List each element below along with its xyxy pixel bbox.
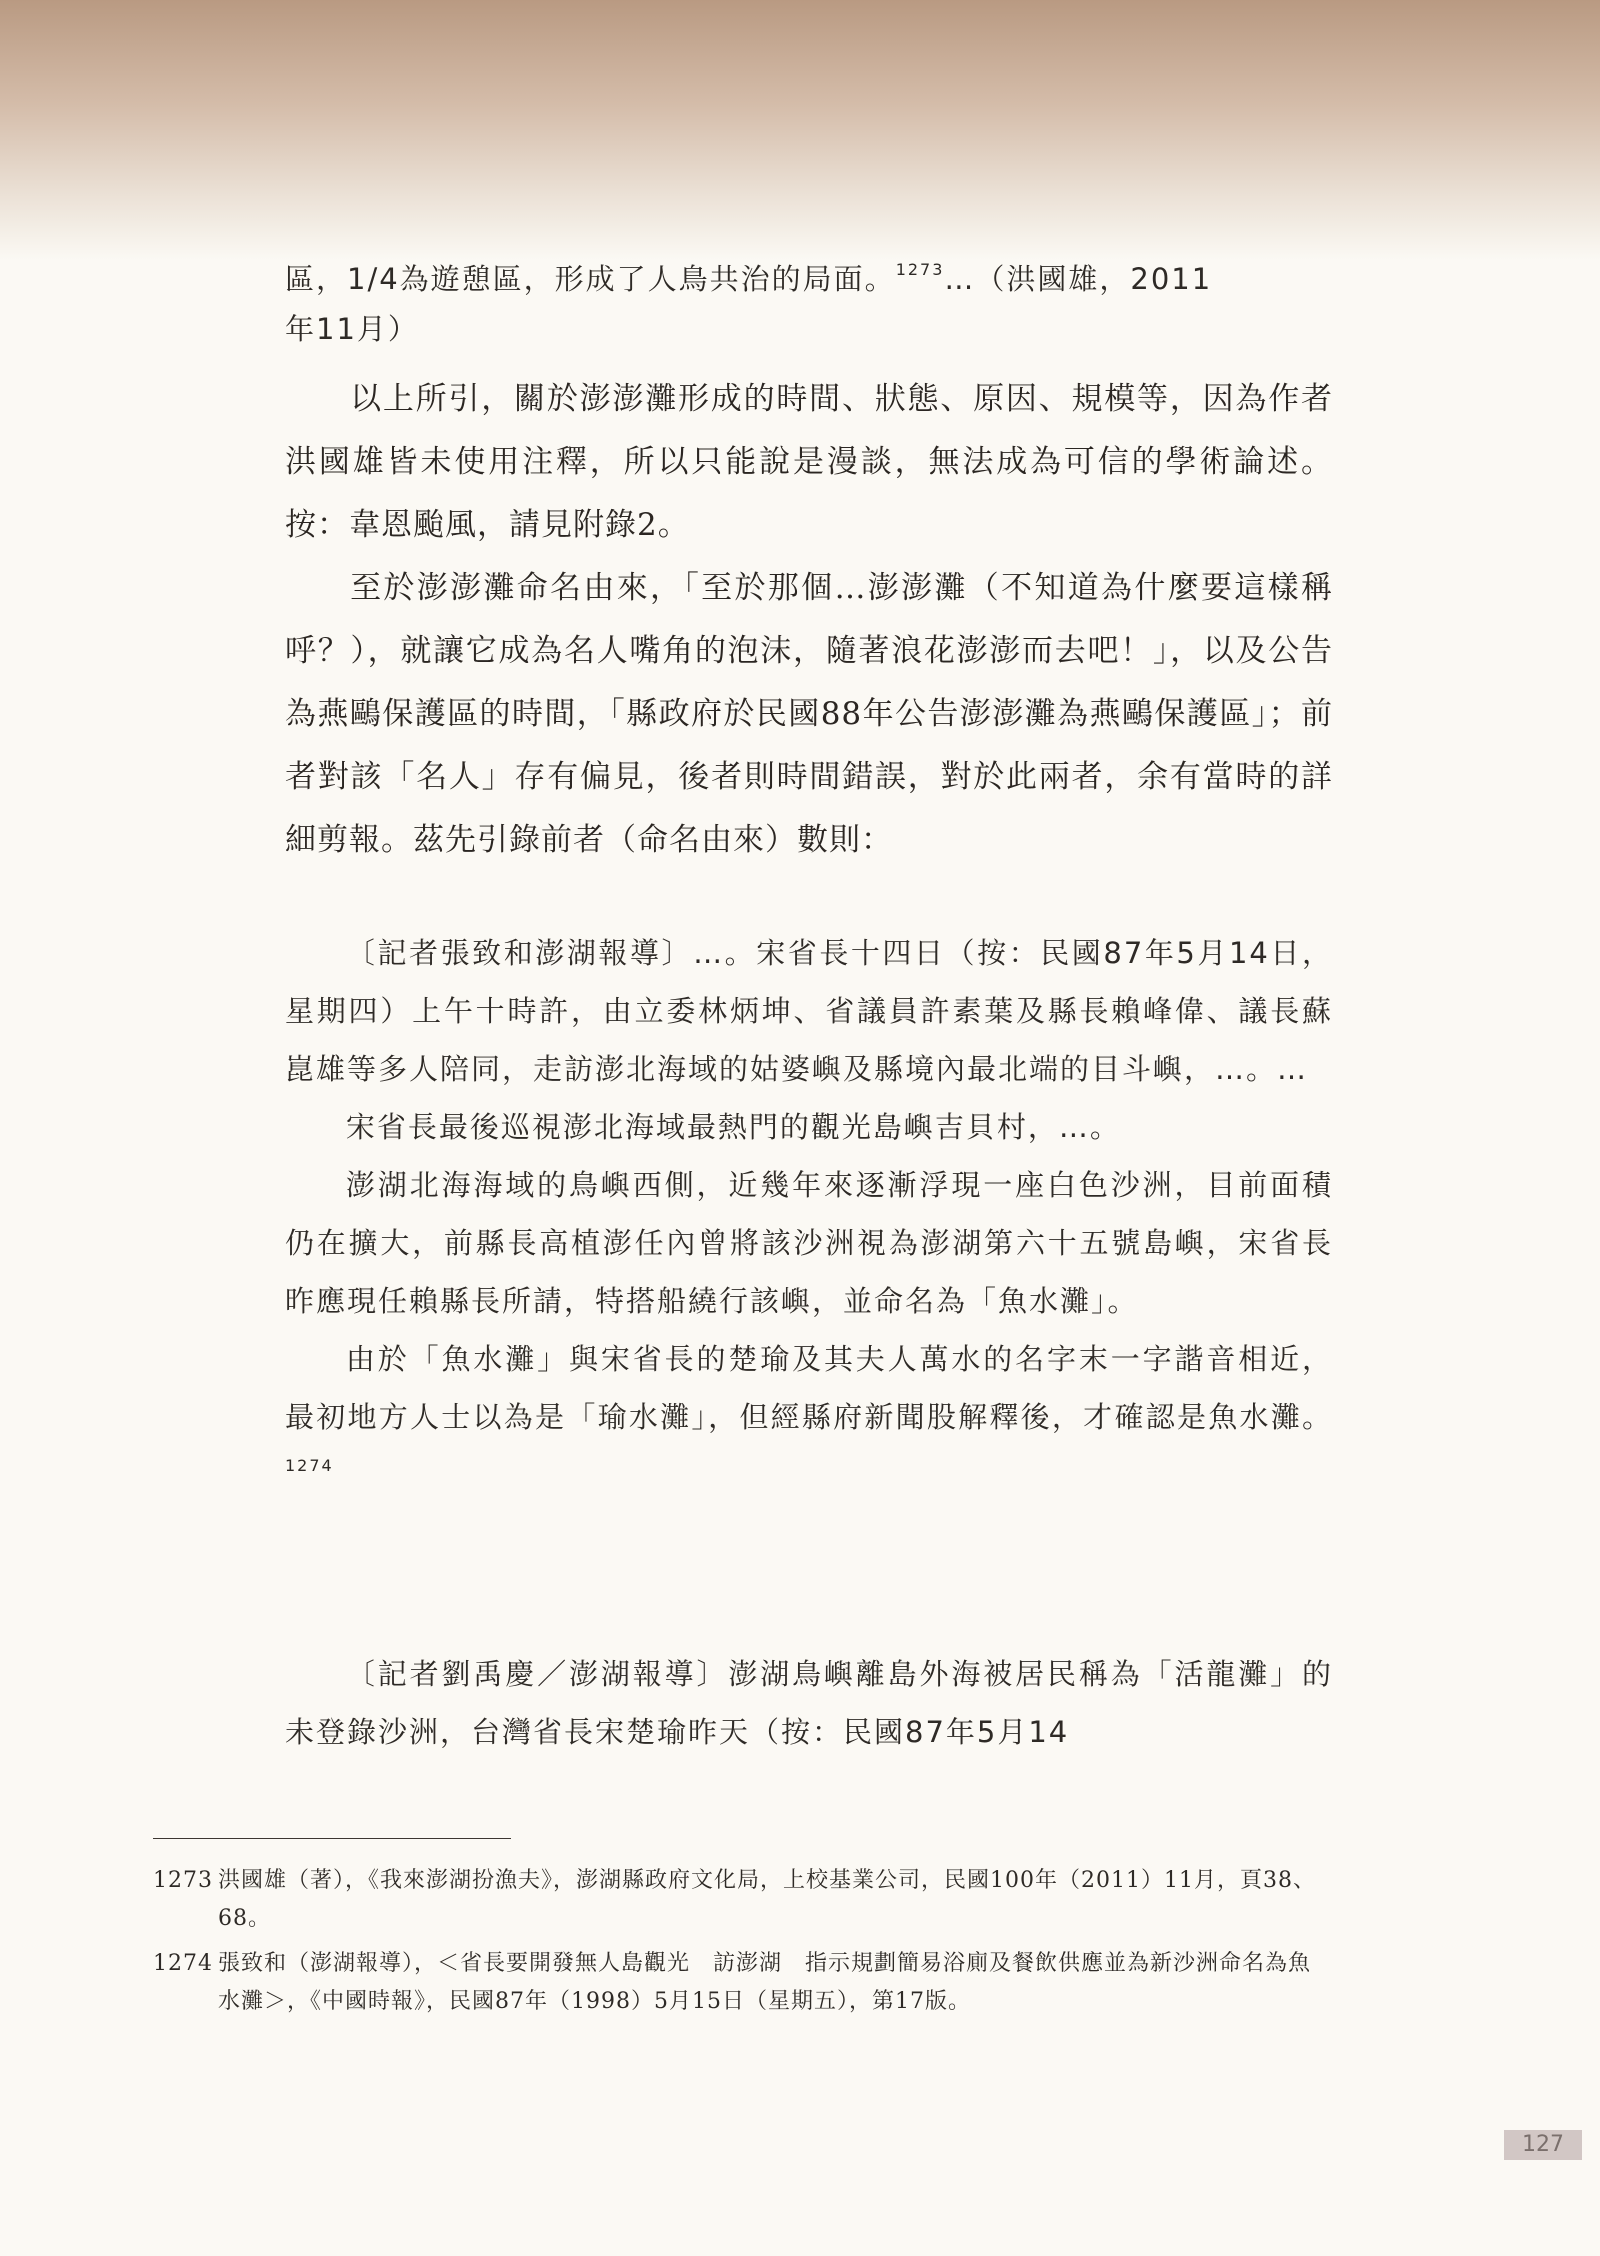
news1-paragraph-4 xyxy=(285,1330,1333,1504)
footnote-text: 張致和（澎湖報導），＜省長要開發無人島觀光 訪澎湖 指示規劃簡易浴廁及餐飲供應並為新沙洲命名為魚水灘＞，《中國時報》，民國87年（1998）5月15日（星期五），第17版。 xyxy=(218,1951,1312,2014)
footnote-number: 1273 xyxy=(153,1868,213,1893)
body-paragraph-1: 以上所引，關於澎澎灘形成的時間、狀態、原因、規模等，因為作者洪國雄皆未使用注釋，所以只能說是漫談，無法成為可信的學術論述。按：韋恩颱風，請見附錄2。 xyxy=(285,381,1333,543)
continued-quote-line1: 區，1/4為遊憩區，形成了人鳥共治的局面。 xyxy=(285,262,896,296)
continued-quote-line1-tail: …（洪國雄，2011 xyxy=(944,262,1213,296)
body-paragraph-2: 至於澎澎灘命名由來，「至於那個…澎澎灘（不知道為什麼要這樣稱呼？），就讓它成為名人嘴角的泡沫，隨著浪花澎澎而去吧！」，以及公告為燕鷗保護區的時間，「縣政府於民國88年公告澎澎灘為燕鷗保護區」；前者對該「名人」存有偏見，後者則時間錯誤，對於此兩者，余有當時的詳細剪報。茲先引錄前者（命名由來）數則： xyxy=(285,570,1333,858)
news1-paragraph-4-text: 由於「魚水灘」與宋省長的楚瑜及其夫人萬水的名字末一字諧音相近，最初地方人士以為是「瑜水灘」，但經縣府新聞股解釋後，才確認是魚水灘。 xyxy=(285,1342,1333,1434)
page-header-gradient xyxy=(0,0,1600,260)
footnote-ref-1274: 1274 xyxy=(285,1456,334,1475)
footnote-text: 洪國雄（著），《我來澎湖扮漁夫》，澎湖縣政府文化局，上校基業公司，民國100年（2011）11月，頁38、68。 xyxy=(218,1868,1316,1931)
footnote-divider xyxy=(153,1838,511,1839)
continued-quote-line2: 年11月） xyxy=(285,312,419,346)
news2-paragraph-1: 〔記者劉禹慶／澎湖報導〕澎湖鳥嶼離島外海被居民稱為「活龍灘」的未登錄沙洲，台灣省長宋楚瑜昨天（按：民國87年5月14 xyxy=(285,1657,1333,1749)
footnote-ref-1273: 1273 xyxy=(895,260,945,279)
news1-paragraph-3: 澎湖北海海域的鳥嶼西側，近幾年來逐漸浮現一座白色沙洲，目前面積仍在擴大，前縣長高植澎任內曾將該沙洲視為澎湖第六十五號島嶼，宋省長昨應現任賴縣長所請，特搭船繞行該嶼，並命名為「魚水灘」。 xyxy=(285,1168,1333,1318)
footnote-1274 xyxy=(153,1945,1333,2021)
page-number: 127 xyxy=(1504,2130,1582,2160)
news1-paragraph-1: 〔記者張致和澎湖報導〕…。宋省長十四日（按：民國87年5月14日，星期四）上午十時許，由立委林炳坤、省議員許素葉及縣長賴峰偉、議長蘇崑雄等多人陪同，走訪澎北海域的姑婆嶼及縣境內最北端的目斗嶼，…。… xyxy=(285,936,1333,1086)
news-clipping-1 xyxy=(285,924,1333,1504)
footnote-1273 xyxy=(153,1862,1333,1938)
footnote-number: 1274 xyxy=(153,1951,213,1976)
continued-quote xyxy=(285,254,1333,354)
news1-paragraph-2: 宋省長最後巡視澎北海域最熱門的觀光島嶼吉貝村，…。 xyxy=(345,1110,1121,1144)
news-clipping-2 xyxy=(285,1645,1333,1761)
